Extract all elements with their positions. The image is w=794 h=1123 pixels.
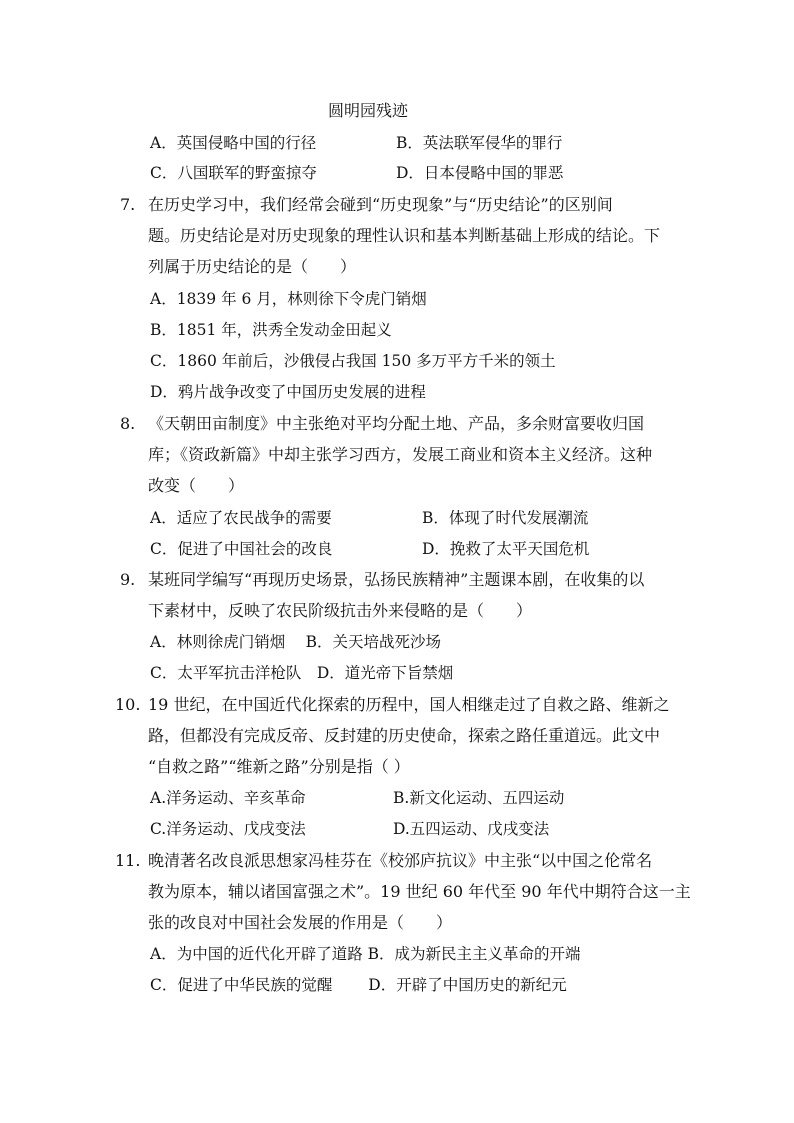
q6-option-b: B．英法联军侵华的罪行 (396, 134, 563, 152)
q10-number: 10. (115, 695, 141, 714)
q10-option-d: D.五四运动、戊戌变法 (393, 820, 550, 838)
q7-stem-line-3: 列属于历史结论的是（ ） (148, 257, 357, 276)
q8-option-a: A．适应了农民战争的需要 (150, 509, 332, 527)
q11-stem-line-3: 张的改良对中国社会发展的作用是（ ） (148, 913, 453, 932)
q11-stem-line-1: 晚清著名改良派思想家冯桂芬在《校邠庐抗议》中主张“以中国之伦常名 (148, 851, 653, 870)
q10-stem-line-1: 19 世纪，在中国近代化探索的历程中，国人相继走过了自救之路、维新之 (148, 695, 670, 714)
q7-option-a: A．1839 年 6 月，林则徐下令虎门销烟 (150, 290, 427, 308)
q10-stem-line-2: 路，但都没有完成反帝、反封建的历史使命，探索之路任重道远。此文中 (148, 726, 661, 745)
q8-number: 8. (120, 414, 136, 433)
q6-option-c: C．八国联军的野蛮掠夺 (150, 164, 317, 182)
q11-number: 11. (115, 851, 141, 870)
q9-number: 9. (120, 570, 136, 589)
q8-option-b: B．体现了时代发展潮流 (422, 509, 589, 527)
q9-options-row-1: A．林则徐虎门销烟 B．关天培战死沙场 (150, 633, 442, 651)
q10-option-c: C.洋务运动、戊戌变法 (150, 820, 306, 838)
q10-option-a: A.洋务运动、辛亥革命 (150, 789, 306, 807)
q7-option-c: C．1860 年前后，沙俄侵占我国 150 多万平方千米的领土 (150, 352, 556, 370)
image-caption: 圆明园残迹 (328, 101, 409, 120)
q8-stem-line-2: 库；《资政新篇》中却主张学习西方，发展工商业和资本主义经济。这种 (148, 445, 653, 464)
q9-options-row-2: C．太平军抗击洋枪队 D．道光帝下旨禁烟 (150, 664, 454, 682)
q7-option-d: D．鸦片战争改变了中国历史发展的进程 (150, 383, 426, 401)
q8-stem-line-1: 《天朝田亩制度》中主张绝对平均分配土地、产品，多余财富要收归国 (148, 414, 645, 433)
q6-option-d: D．日本侵略中国的罪恶 (396, 164, 564, 182)
q7-number: 7. (120, 195, 136, 214)
q7-stem-line-2: 题。历史结论是对历史现象的理性认识和基本判断基础上形成的结论。下 (148, 226, 661, 245)
q11-options-row-1: A．为中国的近代化开辟了道路 B．成为新民主主义革命的开端 (150, 945, 581, 963)
q8-stem-line-3: 改变（ ） (148, 476, 245, 495)
q8-option-d: D．挽救了太平天国危机 (422, 540, 590, 558)
q10-stem-line-3: “自救之路”“维新之路”分别是指（ ） (148, 757, 410, 776)
q11-stem-line-2: 教为原本，辅以诸国富强之术”。19 世纪 60 年代至 90 年代中期符合这一主 (148, 882, 691, 901)
q11-options-row-2: C．促进了中华民族的觉醒 D．开辟了中国历史的新纪元 (150, 976, 567, 994)
q9-stem-line-2: 下素材中，反映了农民阶级抗击外来侵略的是（ ） (148, 601, 533, 620)
q10-option-b: B.新文化运动、五四运动 (393, 789, 565, 807)
q8-option-c: C．促进了中国社会的改良 (150, 540, 333, 558)
q7-stem-line-1: 在历史学习中，我们经常会碰到“历史现象”与“历史结论”的区别间 (148, 195, 613, 214)
q7-option-b: B．1851 年，洪秀全发动金田起义 (150, 321, 392, 339)
q6-option-a: A．英国侵略中国的行径 (150, 134, 317, 152)
q9-stem-line-1: 某班同学编写“再现历史场景，弘扬民族精神”主题课本剧，在收集的以 (148, 570, 645, 589)
